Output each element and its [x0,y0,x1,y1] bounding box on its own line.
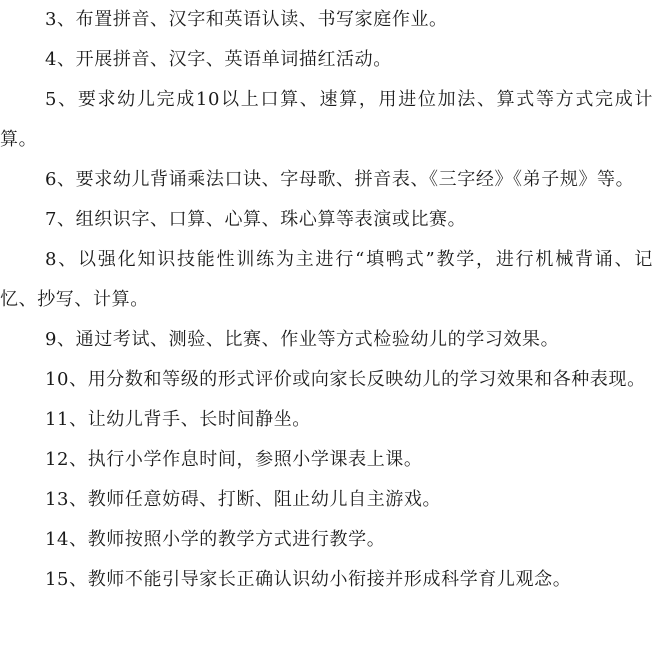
list-item-11: 11、让幼儿背手、长时间静坐。 [45,409,311,430]
list-item-12: 12、执行小学作息时间，参照小学课表上课。 [45,449,423,470]
list-item-15: 15、教师不能引导家长正确认识幼小衔接并形成科学育儿观念。 [45,569,572,590]
list-item-4: 4、开展拼音、汉字、英语单词描红活动。 [45,49,392,70]
list-item-8: 8、以强化知识技能性训练为主进行“填鸭式”教学，进行机械背诵、记忆、抄写、计算。 [0,249,653,310]
list-item-7: 7、组织识字、口算、心算、珠心算等表演或比赛。 [45,209,467,230]
list-item-13: 13、教师任意妨碍、打断、阻止幼儿自主游戏。 [45,489,442,510]
list-item-9: 9、通过考试、测验、比赛、作业等方式检验幼儿的学习效果。 [45,329,560,350]
list-item-14: 14、教师按照小学的教学方式进行教学。 [45,529,386,550]
list-item-5: 5、要求幼儿完成10以上口算、速算，用进位加法、算式等方式完成计算。 [0,89,653,150]
list-item-6: 6、要求幼儿背诵乘法口诀、字母歌、拼音表、《三字经》《弟子规》等。 [45,169,635,190]
list-item-10: 10、用分数和等级的形式评价或向家长反映幼儿的学习效果和各种表现。 [45,369,646,390]
list-item-3: 3、布置拼音、汉字和英语认读、书写家庭作业。 [45,9,448,30]
